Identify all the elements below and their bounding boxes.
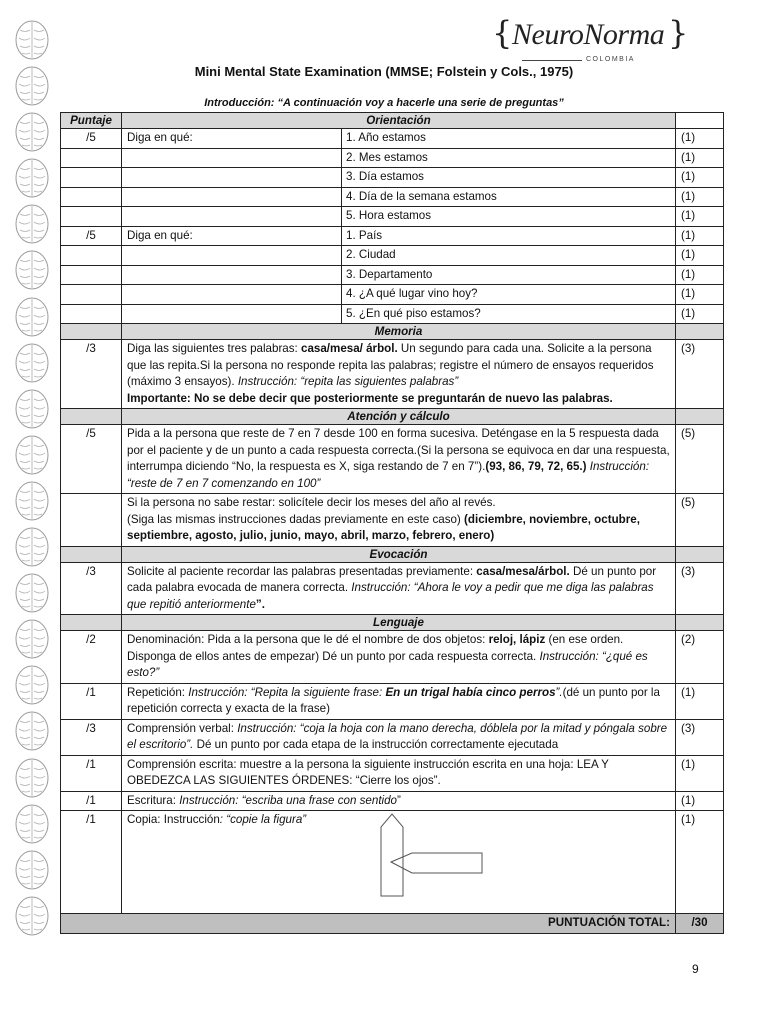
brain-icon (12, 617, 52, 661)
score-cell: /5 (61, 226, 122, 246)
brain-icon (12, 663, 52, 707)
item-cell: 2. Mes estamos (342, 148, 676, 168)
brain-decoration-column (12, 18, 56, 938)
section-memoria: Memoria (122, 324, 676, 340)
page-number: 9 (692, 962, 699, 976)
points-cell: (1) (676, 755, 724, 791)
repeticion-text: Repetición: Instrucción: “Repita la siguiente frase: En un trigal había cinco perros”.(dé un punto por la repetición correcta y exacta de la frase) (122, 683, 676, 719)
table-row (61, 755, 724, 791)
intro-text: Introducción: “A continuación voy a hacerle una serie de preguntas” (204, 97, 564, 109)
item-cell: 3. Departamento (342, 265, 676, 285)
table-row (61, 265, 724, 285)
score-cell: /1 (61, 791, 122, 811)
logo (492, 12, 692, 63)
score-cell (61, 148, 122, 168)
table-row (61, 791, 724, 811)
table-row (61, 304, 724, 324)
points-cell: (1) (676, 129, 724, 149)
points-cell: (1) (676, 683, 724, 719)
table-row (61, 562, 724, 615)
atencion-alt-text: Si la persona no sabe restar: solicítele decir los meses del año al revés. (Siga las mismas instrucciones dadas previamente en este caso) (diciembre, noviembre, octubre, septiembre, agosto, julio, junio, mayo, abril, marzo, febrero, enero) (122, 494, 676, 547)
section-evocacion: Evocación (122, 546, 676, 562)
section-gap (676, 324, 724, 340)
section-lenguaje: Lenguaje (122, 615, 676, 631)
brain-icon (12, 479, 52, 523)
table-row (61, 811, 724, 914)
points-cell: (1) (676, 285, 724, 305)
points-cell: (1) (676, 265, 724, 285)
points-cell: (1) (676, 811, 724, 914)
points-cell: (1) (676, 226, 724, 246)
prompt-cell (122, 285, 342, 305)
brain-icon (12, 110, 52, 154)
score-cell (61, 187, 122, 207)
prompt-cell: Diga en qué: (122, 226, 342, 246)
prompt-cell (122, 187, 342, 207)
score-cell (61, 207, 122, 227)
points-cell: (1) (676, 168, 724, 188)
comprension-verbal-text: Comprensión verbal: Instrucción: “coja la hoja con la mano derecha, dóblela por la mitad y póngala sobre el escritorio”. Dé un punto por cada etapa de la instrucción correctamente ejecutada (122, 719, 676, 755)
points-cell: (1) (676, 207, 724, 227)
prompt-cell: Diga en qué: (122, 129, 342, 149)
table-row (61, 340, 724, 409)
brain-icon (12, 756, 52, 800)
copia-text: Copia: Instrucción: “copie la figura” (127, 813, 307, 826)
denominacion-text: Denominación: Pida a la persona que le dé el nombre de dos objetos: reloj, lápiz (en ese orden. Disponga de ellos antes de empezar) Dé un punto por cada respuesta correcta. Instrucción: “¿qué es esto?” (122, 631, 676, 684)
score-cell (61, 246, 122, 266)
points-cell: (2) (676, 631, 724, 684)
points-cell: (1) (676, 187, 724, 207)
comprension-escrita-text: Comprensión escrita: muestre a la persona la siguiente instrucción escrita en una hoja: LEA Y OBEDEZCA LAS SIGUIENTES ÓRDENES: “Cierre los ojos”. (122, 755, 676, 791)
mmse-table (60, 112, 724, 934)
header-empty (676, 113, 724, 129)
copia-cell (122, 811, 676, 914)
score-cell (61, 494, 122, 547)
table-row (61, 168, 724, 188)
section-gap (61, 615, 122, 631)
score-cell: /1 (61, 755, 122, 791)
brain-icon (12, 248, 52, 292)
brain-icon (12, 295, 52, 339)
brain-icon (12, 387, 52, 431)
item-cell: 1. Año estamos (342, 129, 676, 149)
score-cell: /3 (61, 340, 122, 409)
points-cell: (1) (676, 246, 724, 266)
item-cell: 1. País (342, 226, 676, 246)
prompt-cell (122, 246, 342, 266)
section-gap (676, 546, 724, 562)
header-puntaje: Puntaje (61, 113, 122, 129)
total-row (61, 914, 724, 934)
escritura-text: Escritura: Instrucción: “escriba una frase con sentido” (122, 791, 676, 811)
score-cell: /3 (61, 719, 122, 755)
points-cell: (1) (676, 304, 724, 324)
section-gap (61, 546, 122, 562)
prompt-cell (122, 207, 342, 227)
brain-icon (12, 18, 52, 62)
brain-icon (12, 709, 52, 753)
table-row (61, 494, 724, 547)
logo-sub: COLOMBIA (586, 56, 635, 63)
table-row (61, 683, 724, 719)
brain-icon (12, 433, 52, 477)
table-row (61, 129, 724, 149)
score-cell (61, 285, 122, 305)
item-cell: 5. Hora estamos (342, 207, 676, 227)
score-cell: /5 (61, 129, 122, 149)
section-gap (676, 409, 724, 425)
page-title: Mini Mental State Examination (MMSE; Folstein y Cols., 1975) (194, 64, 574, 79)
prompt-cell (122, 265, 342, 285)
points-cell: (3) (676, 719, 724, 755)
evocacion-text: Solicite al paciente recordar las palabras presentadas previamente: casa/mesa/árbol. Dé un punto por cada palabra evocada de manera correcta. Instrucción: “Ahora le voy a pedir que me diga las palabras que repitió anteriormente”. (122, 562, 676, 615)
table-row (61, 226, 724, 246)
table-row (61, 425, 724, 494)
brain-icon (12, 894, 52, 938)
points-cell: (5) (676, 494, 724, 547)
points-cell: (1) (676, 791, 724, 811)
points-cell: (1) (676, 148, 724, 168)
brace-right-icon: } (668, 14, 689, 52)
table-row (61, 148, 724, 168)
brain-icon (12, 202, 52, 246)
copy-figure-icon (377, 812, 507, 902)
section-gap (676, 615, 724, 631)
section-gap (61, 324, 122, 340)
section-gap (61, 409, 122, 425)
logo-underline (522, 60, 582, 61)
item-cell: 5. ¿En qué piso estamos? (342, 304, 676, 324)
score-cell (61, 265, 122, 285)
table-row (61, 285, 724, 305)
brace-left-icon: { (492, 14, 513, 52)
points-cell: (3) (676, 562, 724, 615)
score-cell: /5 (61, 425, 122, 494)
item-cell: 4. Día de la semana estamos (342, 187, 676, 207)
logo-name: NeuroNorma (512, 18, 665, 51)
total-label: PUNTUACIÓN TOTAL: (61, 914, 676, 934)
table-row (61, 719, 724, 755)
item-cell: 3. Día estamos (342, 168, 676, 188)
atencion-text: Pida a la persona que reste de 7 en 7 desde 100 en forma sucesiva. Deténgase en la 5 respuesta dada por el paciente y de un punto a cada respuesta correcta.(Si la persona se equivoca en dar una respuesta, interrumpa diciendo “No, la respuesta es X, siga restando de 7 en 7”).(93, 86, 79, 72, 65.) Instrucción: “reste de 7 en 7 comenzando en 100” (122, 425, 676, 494)
memoria-text: Diga las siguientes tres palabras: casa/mesa/ árbol. Un segundo para cada una. Solicite a la persona que las repita.Si la persona no responde repita las palabras; registre el número de ensayos requeridos (máximo 3 ensayos). Instrucción: “repita las siguientes palabras” Importante: No se debe decir que posteriormente se preguntarán de nuevo las palabras. (122, 340, 676, 409)
item-cell: 2. Ciudad (342, 246, 676, 266)
brain-icon (12, 848, 52, 892)
prompt-cell (122, 148, 342, 168)
score-cell: /2 (61, 631, 122, 684)
brain-icon (12, 64, 52, 108)
points-cell: (5) (676, 425, 724, 494)
total-value: /30 (676, 914, 724, 934)
table-row (61, 631, 724, 684)
table-row (61, 246, 724, 266)
brain-icon (12, 802, 52, 846)
score-cell: /3 (61, 562, 122, 615)
table-row (61, 187, 724, 207)
brain-icon (12, 341, 52, 385)
score-cell: /1 (61, 811, 122, 914)
header-orientacion: Orientación (122, 113, 676, 129)
score-cell (61, 168, 122, 188)
table-row (61, 207, 724, 227)
prompt-cell (122, 168, 342, 188)
brain-icon (12, 156, 52, 200)
prompt-cell (122, 304, 342, 324)
brain-icon (12, 525, 52, 569)
item-cell: 4. ¿A qué lugar vino hoy? (342, 285, 676, 305)
brain-icon (12, 571, 52, 615)
section-atencion: Atención y cálculo (122, 409, 676, 425)
points-cell: (3) (676, 340, 724, 409)
score-cell (61, 304, 122, 324)
score-cell: /1 (61, 683, 122, 719)
